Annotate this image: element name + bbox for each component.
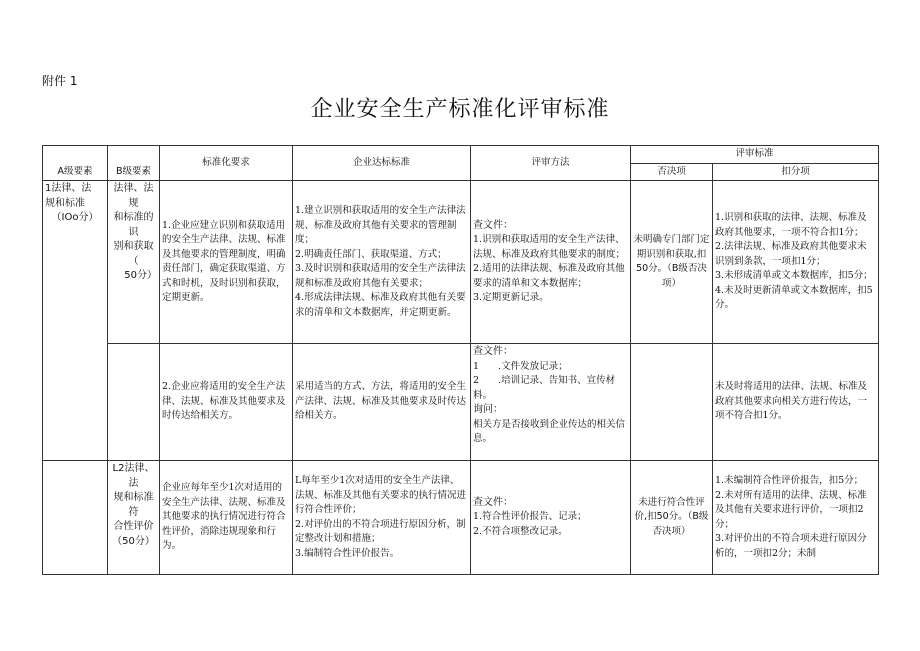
b-level-cell xyxy=(108,344,160,461)
b-level-line: 合性评价 xyxy=(113,521,154,532)
a-level-line: （IOo分） xyxy=(51,212,99,223)
method-item: 3.定期更新记录。 xyxy=(473,292,549,303)
a-level-cell xyxy=(43,181,108,461)
deduction-cell xyxy=(713,461,879,575)
method-heading: 查文件： xyxy=(473,219,513,231)
veto-cell: 未明确专门部门定期识别和获取,扣50分。（B级否决项） xyxy=(631,181,713,344)
method-item: 1 .文件发放记录； xyxy=(473,360,568,372)
deduction-cell xyxy=(713,181,879,344)
deduction-item: 3.对评价出的不符合项未进行原因分析的，一项扣2分；未制 xyxy=(715,533,867,559)
table-row xyxy=(43,181,879,344)
a-level-line: 规和标准 xyxy=(45,197,85,209)
standard-cell xyxy=(293,461,471,575)
deduction-item: 3.未形成清单或文本数据库，扣5分； xyxy=(715,270,873,282)
method-heading: 查文件： xyxy=(473,496,513,508)
deduction-item: 4.未及时更新清单或文本数据库，扣5分。 xyxy=(715,284,873,311)
method-item: 2.适用的法律法规、标准及政府其他要求的清单和文本数据库； xyxy=(473,263,625,289)
method-cell xyxy=(471,344,631,461)
a-level-line: 1法律、法 xyxy=(45,183,92,194)
b-level-line: 规和标准符 xyxy=(113,492,154,518)
method-cell xyxy=(471,181,631,344)
standard-item: 3.编制符合性评价报告。 xyxy=(295,547,400,559)
requirement-cell: 1.企业应建立识别和获取适用的安全生产法律、法规、标准及其他要求的管理制度，明确责任部门，确定获取渠道、方式和时机，及时识别和获取，定期更新。 xyxy=(160,181,293,344)
method-item: 1.识别和获取适用的安全生产法律、法规、标准及政府其他要求的制度； xyxy=(473,234,626,260)
b-level-line: 50分） xyxy=(124,270,157,281)
deduction-item: 2.法律法规、标准及政府其他要求未识别到条款，一项扣1分； xyxy=(715,241,867,267)
deduction-item: 1.未编制符合性评价报告，扣5分； xyxy=(715,475,864,486)
b-level-line: 法律、法规 xyxy=(113,183,154,209)
b-level-line: （50分） xyxy=(112,535,155,547)
b-level-line: 和标准的识 xyxy=(113,212,154,238)
standard-item: 1.建立识别和获取适用的安全生产法律法规、标准及政府其他有关要求的管理制度； xyxy=(295,205,466,245)
standard-item: 2.明确责任部门、获取渠道、方式； xyxy=(295,248,447,260)
method-item: 1.符合性评价报告、记录； xyxy=(473,511,587,523)
inquiry-heading: 询问： xyxy=(473,404,503,415)
col-b-level: B级要素 xyxy=(108,146,160,181)
deduction-item: 1.识别和获取的法律、法规、标准及政府其他要求，一项不符合扣1分； xyxy=(715,212,867,238)
deduction-cell: 未及时将适用的法律、法规、标准及政府其他要求向相关方进行传达，一项不符合扣1分。 xyxy=(713,344,879,461)
col-a-level: A级要素 xyxy=(43,146,108,181)
method-item: 2.不符合项整改记录。 xyxy=(473,525,568,537)
standard-item: 3.及时识别和获取适用的安全生产法律法规和标准及政府其他有关要求； xyxy=(295,263,466,289)
b-level-line: L2法律、法 xyxy=(112,463,155,489)
standard-cell: 采用适当的方式、方法，将适用的安全生产法律、法规、标准及其他要求及时传达给相关方。 xyxy=(293,344,471,461)
col-deduction: 扣分项 xyxy=(713,163,879,181)
standard-item: L每年至少1次对适用的安全生产法律、法规、标准及其他有关要求的执行情况进行符合性评价； xyxy=(295,475,467,515)
standard-cell xyxy=(293,181,471,344)
a-level-cell xyxy=(43,461,108,575)
method-item: 2 .培训记录、告知书、宣传材料。 xyxy=(473,375,616,401)
attachment-label: 附件 1 xyxy=(42,74,78,88)
col-veto: 否决项 xyxy=(631,163,713,181)
requirement-cell: 2.企业应将适用的安全生产法律、法规、标准及其他要求及时传达给相关方。 xyxy=(160,344,293,461)
col-criteria: 评审标准 xyxy=(631,146,879,164)
standard-item: 2.对评价出的不符合项进行原因分析，制定整改计划和措施； xyxy=(295,518,466,544)
col-requirement: 标准化要求 xyxy=(160,146,293,181)
b-level-cell xyxy=(108,461,160,575)
veto-cell: 未进行符合性评价,扣50分。（B级否决项） xyxy=(631,461,713,575)
method-cell xyxy=(471,461,631,575)
b-level-line: 别和获取（ xyxy=(113,241,154,267)
col-enterprise-standard: 企业达标标准 xyxy=(293,146,471,181)
table-row xyxy=(43,461,879,575)
standard-item: 4.形成法律法规、标准及政府其他有关要求的清单和文本数据库，并定期更新。 xyxy=(295,292,466,318)
inquiry-text: 相关方是否接收到企业传达的相关信息。 xyxy=(473,418,626,444)
page-title: 企业安全生产标准化评审标准 xyxy=(310,97,610,122)
deduction-item: 2.未对所有适用的法律、法规、标准及其他有关要求进行评价，一项扣2分； xyxy=(715,489,867,530)
veto-cell xyxy=(631,344,713,461)
table-row xyxy=(43,344,879,461)
evaluation-table xyxy=(42,145,879,575)
method-heading: 查文件： xyxy=(473,346,513,357)
requirement-cell: 企业应每年至少1次对适用的安全生产法律、法规、标准及其他要求的执行情况进行符合性评价，消除违规现象和行为。 xyxy=(160,461,293,575)
col-method: 评审方法 xyxy=(471,146,631,181)
b-level-cell xyxy=(108,181,160,344)
